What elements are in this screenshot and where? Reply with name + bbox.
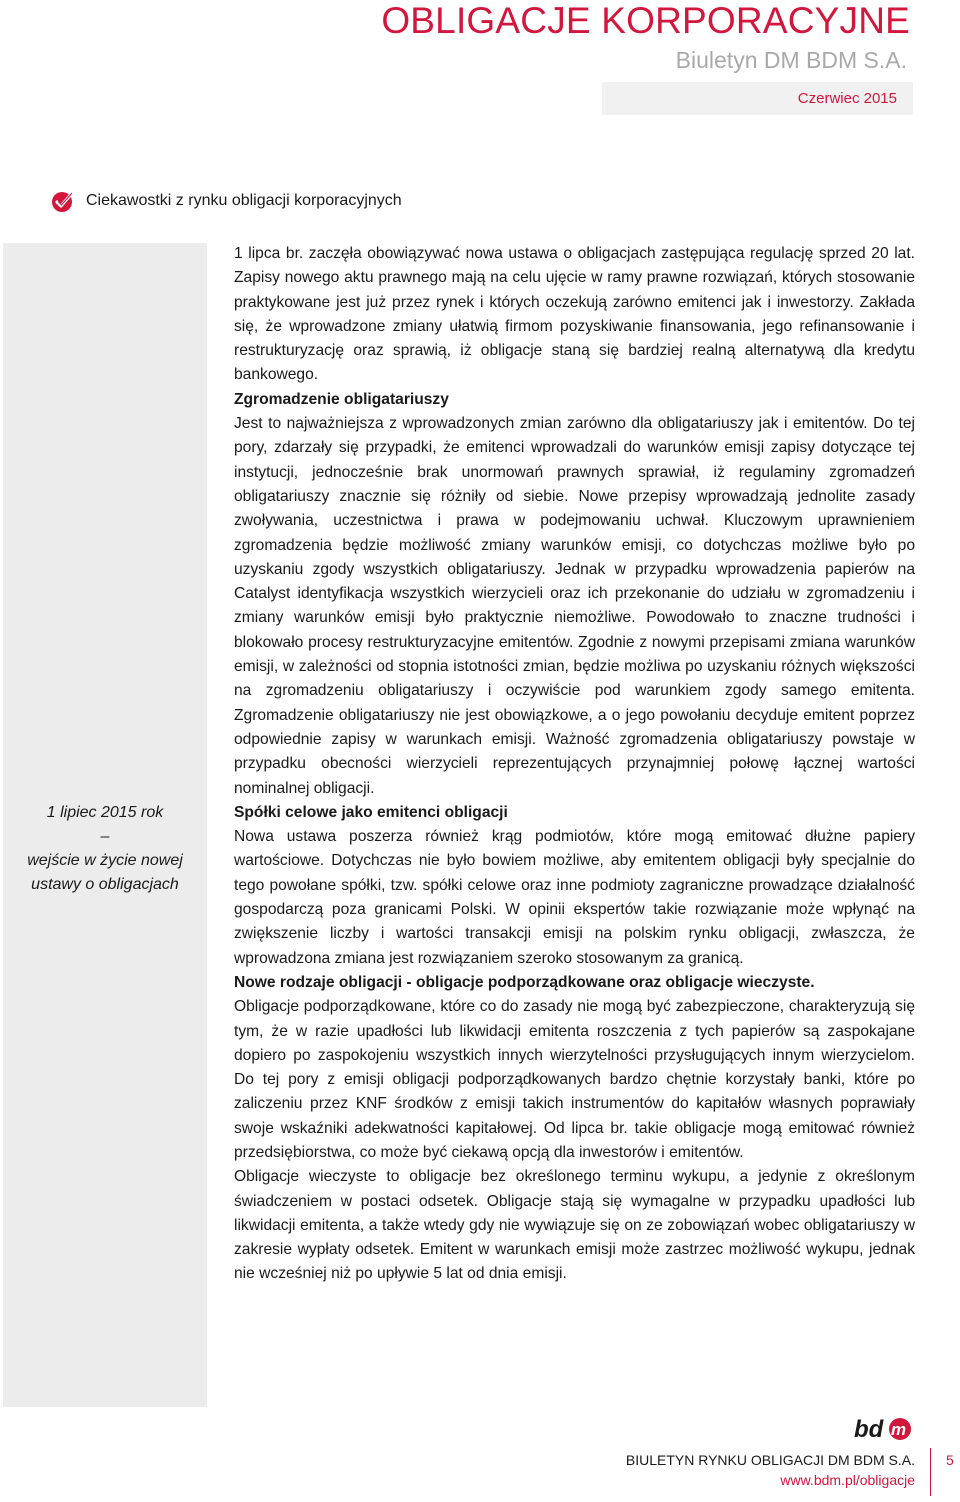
article-paragraph-wieczyste: Obligacje wieczyste to obligacje bez określonego terminu wykupu, a jedynie z określonym świadczeniem w postaci odsetek. Obligacje stają się wymagalne w przypadku upadłości lub likwidacji emitenta, a także wtedy gdy nie wywiązuje się on ze zobowiązań wobec obligatariuszy w zakresie wypłaty odsetek. Emitent w warunkach emisji może zastrzec możliwość wykupu, jednak nie wcześniej niż po upływie 5 lat od dnia emisji. (234, 1168, 915, 1283)
section-heading (50, 188, 402, 214)
footer-url[interactable]: www.bdm.pl/obligacje (780, 1472, 915, 1488)
article-paragraph-intro: 1 lipca br. zaczęła obowiązywać nowa ustawa o obligacjach zastępująca regulację sprzed 20 lat. Zapisy nowego aktu prawnego mają na celu ujęcie w ramy prawne rozwiązań, których stosowanie praktykowane jest już przez rynek i których oczekują zarówno emitenci jak i inwestorzy. Zakłada się, że wprowadzone zmiany ułatwią firmom pozyskiwanie finansowania, jego refinansowanie i restrukturyzację oraz sprawią, iż obligacje staną się bardziej realną alternatywą dla kredytu bankowego. (234, 245, 915, 384)
article-paragraph-zgromadzenie: Jest to najważniejsza z wprowadzonych zmian zarówno dla obligatariuszy jak i emitentów. Do tej pory, zdarzały się przypadki, że emitenci wprowadzali do warunków emisji zapisy dotyczące tej instytucji, jednocześnie brak unormowań prawnych sprawiał, iż regulaminy zgromadzeń obligatariuszy znacznie się różniły od siebie. Nowe przepisy wprowadzają jednolite zasady zwoływania, uczestnictwa i prawa w podejmowaniu uchwał. Kluczowym uprawnieniem zgromadzenia będzie możliwość zmiany warunków emisji, co dotychczas możliwe było po uzyskaniu zgody wszystkich obligatariuszy. Jednak w przypadku wprowadzenia papierów na Catalyst identyfikacja wszystkich wierzycieli oraz ich przekonanie do udziału w zgromadzeniu i zmiany warunków emisji było praktycznie niemożliwe. Powodowało to znaczne trudności i blokowało procesy restrukturyzacyjne emitentów. Zgodnie z nowymi przepisami zmiana warunków emisji, w zależności od stopnia istotności zmian, będzie możliwa po uzyskaniu różnych większości na zgromadzeniu obligatariuszy i oczywiście pod warunkiem zgody samego emitenta. Zgromadzenie obligatariuszy nie jest obowiązkowe, a o jego powołaniu decyduje emitent poprzez odpowiednie zapisy w warunkach emisji. Ważność zgromadzenia obligatariuszy powstaje w przypadku obecności wierzycieli reprezentujących przynajmniej połowę łącznej wartości nominalnej obligacji. (234, 415, 915, 797)
article-body (234, 242, 915, 1287)
article-paragraph-spolki: Nowa ustawa poszerza również krąg podmiotów, które mogą emitować dłużne papiery wartościowe. Dotychczas nie było bowiem możliwe, aby emitentem obligacji były specjalnie do tego powołane spółki, tzw. spółki celowe oraz inne podmioty zagraniczne prowadzące działalność gospodarczą poza granicami Polski. W opinii ekspertów takie rozwiązanie może wpłynąć na zwiększenie liczby i wartości transakcji emisji na polskim rynku obligacji, zwłaszcza, że wprowadzona zmiana jest rozwiązaniem szeroko stosowanym za granicą. (234, 828, 915, 967)
bdm-logo (854, 1413, 914, 1443)
article-heading-nowe-rodzaje: Nowe rodzaje obligacji - obligacje podporządkowane oraz obligacje wieczyste. (234, 973, 815, 991)
footer-divider (930, 1448, 931, 1496)
section-title: Ciekawostki z rynku obligacji korporacyjnych (86, 192, 402, 209)
svg-text:bd: bd (854, 1416, 884, 1443)
header-date-badge (602, 82, 913, 115)
header-subtitle: Biuletyn DM BDM S.A. (675, 47, 907, 73)
page-number: 5 (946, 1452, 954, 1468)
article-heading-spolki: Spółki celowe jako emitenci obligacji (234, 803, 508, 821)
sidebar-dash: – (100, 828, 110, 845)
sidebar-caption (3, 801, 207, 897)
footer-publication: BIULETYN RYNKU OBLIGACJI DM BDM S.A. (625, 1452, 915, 1468)
sidebar-panel (3, 243, 207, 1407)
sidebar-date: 1 lipiec 2015 rok (46, 804, 164, 821)
sidebar-topic: wejście w życie nowej ustawy o obligacjach (27, 852, 183, 893)
header-date: Czerwiec 2015 (797, 90, 897, 107)
check-badge-icon (50, 188, 76, 214)
svg-text:m: m (891, 1420, 907, 1439)
header-title: OBLIGACJE KORPORACYJNE (381, 0, 910, 41)
article-paragraph-podporzadkowane: Obligacje podporządkowane, które co do zasady nie mogą być zabezpieczone, charakteryzują się tym, że w razie upadłości lub likwidacji emitenta roszczenia z tych papierów są zaspokajane dopiero po zaspokojeniu wszystkich innych wierzytelności przysługujących innym wierzycielom. Do tej pory z emisji obligacji podporządkowanych bardzo chętnie korzystały banki, które po zaliczeniu przez KNF środków z emisji takich instrumentów do kapitałów własnych poprawiały swoje wskaźniki adekwatności kapitałowej. Od lipca br. takie obligacje mogą emitować również przedsiębiorstwa, co może być ciekawą opcją dla inwestorów i emitentów. (234, 998, 915, 1161)
article-heading-zgromadzenie: Zgromadzenie obligatariuszy (234, 390, 449, 408)
